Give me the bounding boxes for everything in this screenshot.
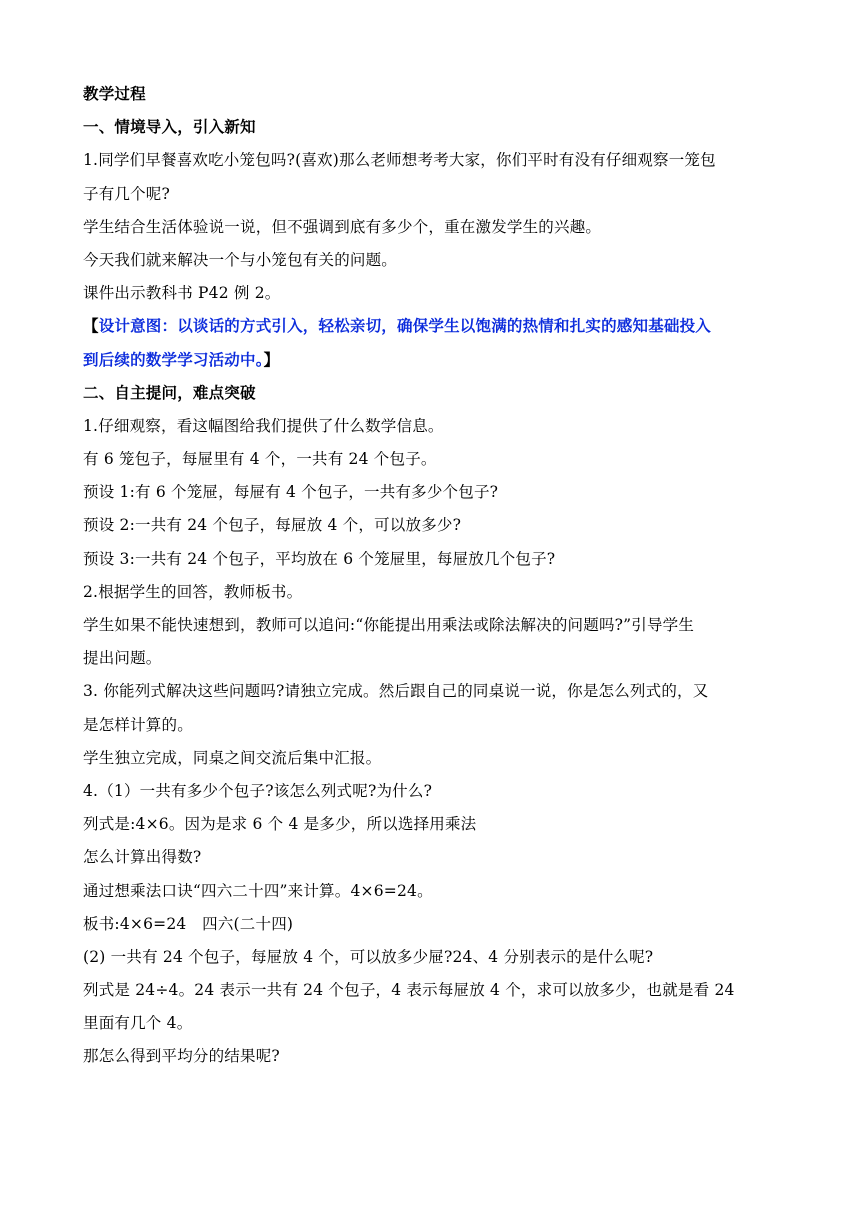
design-intent-text: 设计意图：以谈话的方式引入，轻松亲切，确保学生以饱满的热情和扎实的感知基础投入 [98,317,712,336]
section2-line: 2.根据学生的回答，教师板书。 [83,582,303,601]
section2-line: 预设 2:一共有 24 个包子，每屉放 4 个，可以放多少? [83,516,462,535]
design-intent-open-bracket: 【 [83,317,99,336]
section2-line: 3. 你能列式解决这些问题吗?请独立完成。然后跟自己的同桌说一说，你是怎么列式的，又 [83,682,709,701]
section1-paragraph-line: 1.同学们早餐喜欢吃小笼包吗?(喜欢)那么老师想考考大家，你们平时有没有仔细观察一笼包 [83,151,716,170]
design-intent-note [83,310,783,343]
section2-line: 板书:4×6=24 四六(二十四) [83,914,294,933]
design-intent-close-bracket: 】 [263,350,280,369]
section2-line: 通过想乘法口诀“四六二十四”来计算。4×6=24。 [83,881,433,900]
section2-line: 列式是 24÷4。24 表示一共有 24 个包子，4 表示每屉放 4 个，求可以放多少，也就是看 24 [83,981,735,1000]
section1-paragraph-line: 子有几个呢? [83,184,171,203]
section2-line: 预设 3:一共有 24 个包子，平均放在 6 个笼屉里，每屉放几个包子? [83,549,556,568]
section1-paragraph: 学生结合生活体验说一说，但不强调到底有多少个，重在激发学生的兴趣。 [83,217,602,236]
section2-line: 里面有几个 4。 [83,1014,193,1033]
section2-line: 预设 1:有 6 个笼屉，每屉有 4 个包子，一共有多少个包子? [83,483,499,502]
section2-line: 有 6 笼包子，每屉里有 4 个，一共有 24 个包子。 [83,450,437,469]
section2-title: 二、自主提问，难点突破 [83,383,256,402]
section2-line: 4.（1）一共有多少个包子?该怎么列式呢?为什么? [83,781,433,800]
section2-line: 1.仔细观察，看这幅图给我们提供了什么数学信息。 [83,416,444,435]
design-intent-text: 到后续的数学学习活动中。 [83,350,264,369]
section2-line: (2) 一共有 24 个包子，每屉放 4 个，可以放多少屉?24、4 分别表示的是什么呢? [83,947,654,966]
document-body [83,78,783,1074]
section2-line: 学生如果不能快速想到，教师可以追问:“你能提出用乘法或除法解决的问题吗?”引导学生 [83,616,695,634]
section2-line: 是怎样计算的。 [83,715,193,734]
section2-line: 提出问题。 [83,649,162,668]
design-intent-note [83,344,783,377]
section2-line: 那怎么得到平均分的结果呢? [83,1047,280,1066]
section2-line: 学生独立完成，同桌之间交流后集中汇报。 [83,748,382,767]
section2-line: 怎么计算出得数? [83,848,202,867]
section1-title: 一、情境导入，引入新知 [83,118,256,137]
section1-paragraph: 课件出示教科书 P42 例 2。 [83,284,281,303]
section2-line: 列式是:4×6。因为是求 6 个 4 是多少，所以选择用乘法 [83,815,477,834]
section1-paragraph: 今天我们就来解决一个与小笼包有关的问题。 [83,250,398,269]
section2-body [83,410,783,1074]
document-heading: 教学过程 [83,85,146,103]
